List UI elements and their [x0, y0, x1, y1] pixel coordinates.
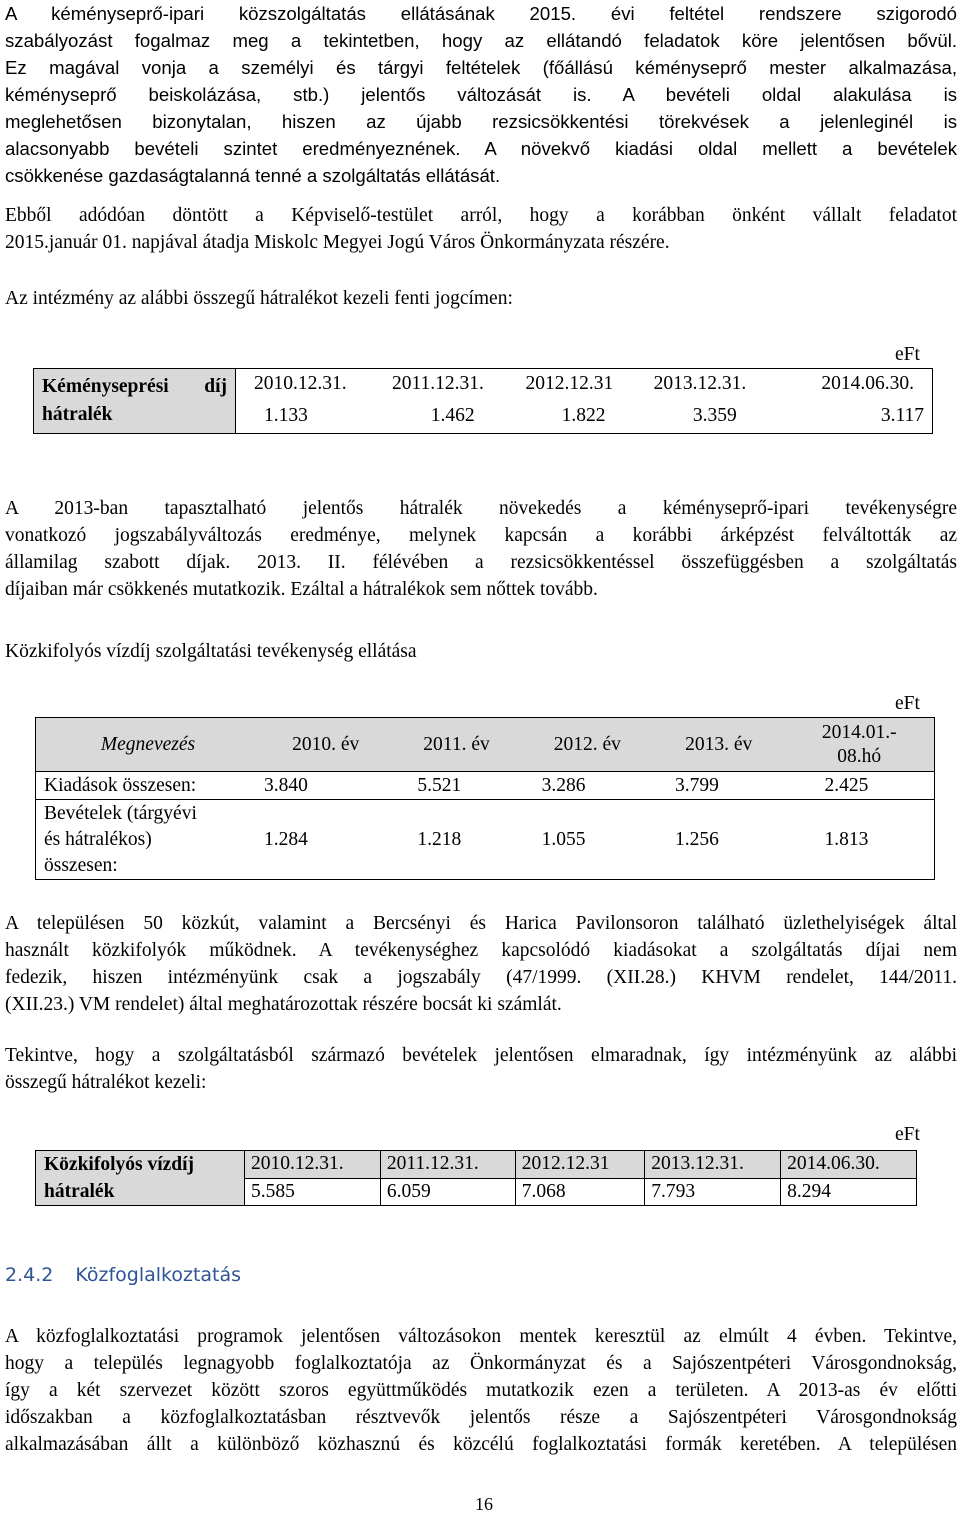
table-header-cell: 2010. év — [260, 718, 391, 772]
table-header-cell: 2011. év — [391, 718, 521, 772]
text-line: így a két szervezet között szoros együttműködés mutatkozik ezen a területen. A 2013-as év előtti — [5, 1380, 957, 1401]
chimney-arrears-table — [33, 368, 933, 434]
paragraph-water-arrears-intro — [5, 1042, 957, 1096]
table-cell: 1.055 — [522, 800, 653, 880]
text-line: alkalmazásában állt a különböző közhasznú és közcélú foglalkoztatási formák keretében. A településen — [5, 1434, 957, 1455]
text-line: fedezik, hiszen intézményünk csak a jogszabály (47/1999. (XII.28.) KHVM rendelet, 144/2011. — [5, 967, 957, 988]
table-header-cell: 2010.12.31. — [245, 1151, 381, 1179]
text-line: Tekintve, hogy a szolgáltatásból származó bevételek jelentősen elmaradnak, így intézményünk az alábbi — [5, 1045, 957, 1066]
paragraph-council-decision — [5, 202, 957, 256]
table-cell: 7.068 — [515, 1178, 645, 1206]
text-line: Ebből adódóan döntött a Képviselő-testület arról, hogy a korábban önként vállalt feladatot — [5, 205, 957, 226]
table-cell: 6.059 — [380, 1178, 515, 1206]
text-line: A közfoglalkoztatási programok jelentősen változásokon mentek keresztül az elmúlt 4 évben. Tekintve, — [5, 1326, 957, 1347]
table-header-cell: 2014.06.30. — [781, 1151, 917, 1179]
table-header-cell: 2012.12.31 — [515, 1151, 645, 1179]
table-row-label: Kiadások összesen: — [36, 772, 261, 800]
table-cell: 5.585 — [245, 1178, 381, 1206]
section-number: 2.4.2 — [5, 1264, 54, 1286]
table-header-cell: 2011.12.31. — [380, 1151, 515, 1179]
table-cell: 7.793 — [645, 1178, 781, 1206]
text-line: összegű hátralékot kezeli: — [5, 1072, 207, 1093]
table-cell: 1.822 — [519, 399, 647, 434]
text-line: csökkenése gazdaságtalanná tenné a szolgáltatás ellátását. — [5, 165, 501, 186]
page-number: 16 — [475, 1494, 493, 1514]
table-header-cell: Megnevezés — [36, 718, 261, 772]
text-line: vonatkozó jogszabályváltozás eredménye, melynek kapcsán a korábbi árképzést felváltották az — [5, 525, 957, 546]
text-line: alacsonyabb bevételi szintet eredményeznének. A növekvő kiadási oldal mellett a bevételek — [5, 138, 957, 159]
table-cell: 1.218 — [391, 800, 521, 880]
text-line: kéményseprő beiskolázása, stb.) jelentős változását is. A bevételi oldal alakulása is — [5, 84, 957, 105]
paragraph-water-service-title — [5, 638, 957, 665]
table-header-cell: 2013. év — [653, 718, 784, 772]
paragraph-arrears-intro — [5, 285, 957, 312]
text-line: időszakban a közfoglalkoztatásban résztvevők jelentős része a Sajószentpéteri Városgondnokság — [5, 1407, 957, 1428]
table-cell: 8.294 — [781, 1178, 917, 1206]
text-line: díjaiban már csökkenés mutatkozik. Ezáltal a hátralékok sem nőttek tovább. — [5, 579, 598, 600]
table-row-label: Közkifolyós vízdíj hátralék — [36, 1151, 245, 1206]
section-title: Közfoglalkoztatás — [75, 1264, 242, 1286]
water-arrears-table — [35, 1150, 917, 1206]
table-header-cell: 2014.06.30. — [782, 369, 933, 399]
text-line: Ez magával vonja a személyi és tárgyi feltételek (főállású kéményseprő mester alkalmazása, — [5, 57, 957, 78]
text-line: szabályozást fogalmaz meg a tekintetben, hogy az ellátandó feladatok köre jelentősen bővül. — [5, 30, 957, 51]
table-row-label: Bevételek (tárgyévi és hátralékos) összesen: — [36, 800, 261, 880]
table-cell: 3.359 — [648, 399, 782, 434]
table-cell: 2.425 — [784, 772, 934, 800]
table-header-cell: 2014.01.- 08.hó — [784, 718, 934, 772]
paragraph-public-employment — [5, 1323, 957, 1458]
text-line: 2015.január 01. napjával átadja Miskolc Megyei Jogú Város Önkormányzata részére. — [5, 232, 670, 253]
paragraph-arrears-growth — [5, 495, 957, 603]
unit-label: eFt — [895, 1124, 920, 1145]
text-line: használt közkifolyók működnek. A tevékenységhez kapcsolódó kiadásokat a szolgáltatás díjai nem — [5, 940, 957, 961]
table-header-cell: 2011.12.31. — [386, 369, 519, 399]
text-line: államilag szabott díjak. 2013. II. félévében a rezsicsökkentéssel összefüggésben a szolgáltatás — [5, 552, 957, 573]
text-line: hogy a település legnagyobb foglalkoztatója az Önkormányzat és a Sajószentpéteri Városgondnokság, — [5, 1353, 957, 1374]
table-header-cell: 2012.12.31 — [519, 369, 647, 399]
table-cell: 1.462 — [386, 399, 519, 434]
table-header-cell: 2013.12.31. — [645, 1151, 781, 1179]
table-header-cell: 2012. év — [522, 718, 653, 772]
table-cell: 1.256 — [653, 800, 784, 880]
table-cell: 5.521 — [391, 772, 521, 800]
table-cell: 3.840 — [260, 772, 391, 800]
paragraph-chimney-conditions — [5, 0, 957, 189]
table-row-label: Kéményseprési díj hátralék — [34, 369, 236, 434]
table-cell: 1.813 — [784, 800, 934, 880]
text-line: Az intézmény az alábbi összegű hátralékot kezeli fenti jogcímen: — [5, 288, 513, 309]
unit-label: eFt — [895, 344, 920, 365]
section-heading — [5, 1264, 241, 1286]
paragraph-public-wells — [5, 910, 957, 1018]
unit-label: eFt — [895, 693, 920, 714]
table-cell: 1.284 — [260, 800, 391, 880]
text-line: A kéményseprő-ipari közszolgáltatás ellátásának 2015. évi feltétel rendszere szigorodó — [5, 3, 957, 24]
table-header-cell: 2013.12.31. — [648, 369, 782, 399]
text-line: A 2013-ban tapasztalható jelentős hátralék növekedés a kéményseprő-ipari tevékenységre — [5, 498, 957, 519]
table-cell: 3.286 — [522, 772, 653, 800]
table-cell: 3.117 — [782, 399, 933, 434]
table-header-cell: 2010.12.31. — [236, 369, 386, 399]
text-line: Közkifolyós vízdíj szolgáltatási tevékenység ellátása — [5, 641, 417, 662]
text-line: (XII.23.) VM rendelet) által meghatározottak részére bocsát ki számlát. — [5, 994, 562, 1015]
text-line: A településen 50 közkút, valamint a Bercsényi és Harica Pavilonsoron található üzlethelyiségek által — [5, 913, 957, 934]
text-line: meglehetősen bizonytalan, hiszen az újabb rezsicsökkentési törekvések a jelenleginél is — [5, 111, 957, 132]
table-cell: 3.799 — [653, 772, 784, 800]
table-cell: 1.133 — [236, 399, 386, 434]
water-service-table — [35, 717, 935, 880]
